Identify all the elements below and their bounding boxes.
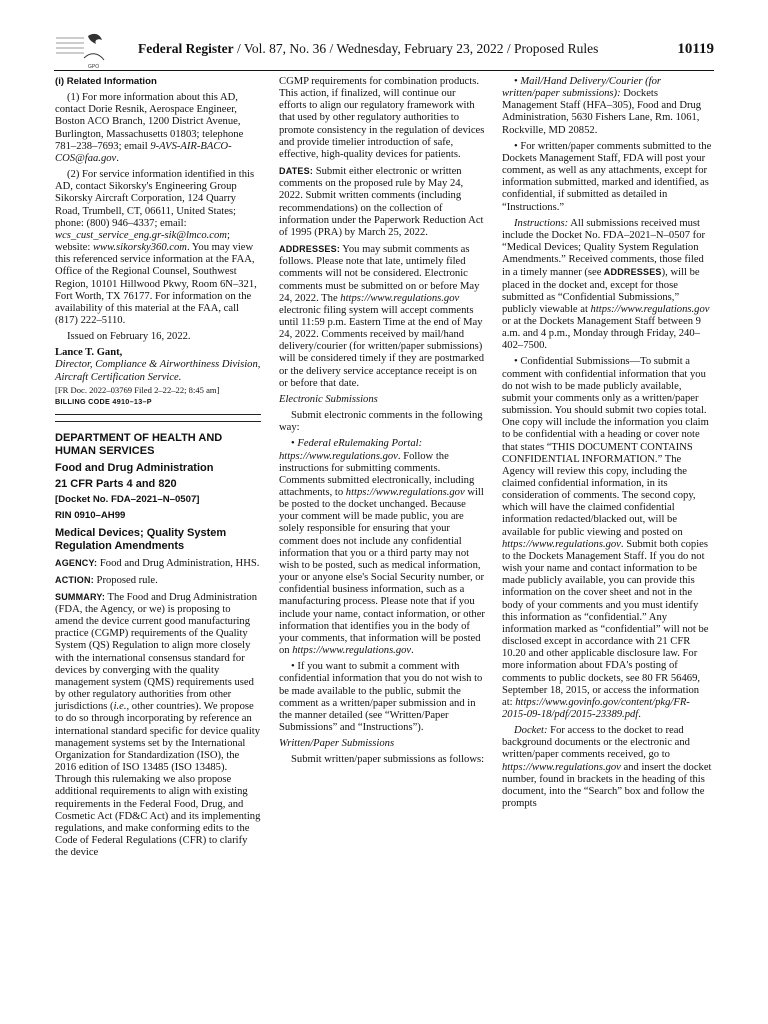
text: (2) For service information identified in this AD, contact Sikorsky's Engineering Group Sikorsky Aircraft Corporation, 124 Quarry Road, Trumbell, CT, 06611, United States; phone: (800) 946–4337; email:	[55, 169, 255, 229]
issue-details: / Vol. 87, No. 36 / Wednesday, February 23, 2022 / Proposed Rules	[233, 41, 599, 56]
text: ), will be placed in the docket and, except for those submitted as “Confidential Submissions,” publicly viewable at	[502, 267, 700, 315]
bullet-icon: •	[291, 438, 298, 450]
issued-date: Issued on February 16, 2022.	[67, 331, 191, 343]
bullet-icon: •	[514, 76, 521, 87]
cfr-parts: 21 CFR Parts 4 and 820	[55, 478, 177, 491]
divider	[55, 414, 261, 415]
related-info-paragraph-1	[55, 92, 261, 165]
document-title: Medical Devices; Quality System Regulation Amendments	[55, 526, 227, 552]
related-information-heading: (i) Related Information	[55, 76, 157, 87]
text: or at the Dockets Management Staff between 9 a.m. and 4 p.m., Monday through Friday, 240–402–7500.	[502, 315, 701, 352]
agency-name: Food and Drug Administration	[55, 461, 214, 474]
text: Proposed rule.	[93, 574, 158, 586]
docket-paragraph	[502, 725, 712, 810]
govinfo-link[interactable]: https://www.govinfo.gov/content/pkg/FR-2015-09-18/pdf/2015-23389.pdf	[502, 696, 690, 720]
regulations-link[interactable]: https://www.regulations.gov	[289, 645, 412, 657]
text: . Follow the instructions for submitting comments. Comments submitted electronically, including attachments, to	[279, 450, 475, 498]
regulations-link[interactable]: https://www.regulations.gov	[343, 487, 465, 498]
text: Instructions:	[514, 217, 569, 229]
bullet-confidential-submissions	[502, 356, 712, 721]
text: If you want to submit a comment with confidential information that you do not wish to be made available to the public, submit the comment as a written/paper submission and in the manner detailed (see “Written/Paper Submissions” and “Instructions”).	[279, 661, 483, 733]
publication-name: Federal Register	[138, 41, 234, 56]
summary-paragraph	[55, 591, 261, 859]
signer-name: Lance T. Gant,	[55, 347, 123, 359]
website-link[interactable]: www.sikorsky360.com	[92, 242, 187, 254]
text: ADDRESSES	[601, 267, 662, 278]
text: Confidential Submissions—To submit a comment with confidential information that you do not wish to be made publicly available, submit your comments only as a written/paper submission. You should submit two copies total. One copy will include the information you claim to be confidential with a heading or cover note that states “THIS DOCUMENT CONTAINS CONFIDENTIAL INFORMATION.” The Agency will review this copy, including the claimed confidential information, in its consideration of comments. The second copy, which will have the claimed confidential information redacted/blacked out, will be available for public viewing and posted on	[502, 356, 709, 538]
bullet-erulemaking	[279, 438, 485, 657]
text: Docket:	[514, 725, 548, 737]
regulations-link[interactable]: https://www.regulations.gov	[502, 761, 621, 773]
column-2	[279, 76, 485, 770]
text: .	[116, 152, 119, 164]
written-intro: Submit written/paper submissions as follows:	[291, 754, 485, 766]
text: Dockets Management Staff (HFA–305), Food and Drug Administration, 5630 Fishers Lane, Rm. 1061, Rockville, MD 20852.	[502, 88, 702, 136]
bullet-icon: •	[514, 356, 521, 368]
text: You may submit comments as follows. Please note that late, untimely filed comments will not be considered. Electronic comments must be submitted on or before May 24, 2022. The	[279, 244, 480, 304]
action-line	[55, 574, 261, 587]
text: (1) For more information about this AD, contact Dorie Resnik, Aerospace Engineer, Boston ACO Branch, 1200 District Avenue, Burlington, Massachusetts 01803; telephone 781–238–7693; email	[55, 92, 244, 152]
rin-number: RIN 0910–AH99	[55, 510, 126, 522]
text: . You may view this referenced service information at the FAA, Office of the Regional Counsel, Southwest Region, 10101 Hillwood Pkwy, Room 6N–321, Fort Worth, TX 76177. For information on the availability of this material at the FAA, call (817) 222–5110.	[55, 242, 257, 326]
bullet-confidential-paper	[279, 661, 485, 734]
text: All submissions received must include the Docket No. FDA–2021–N–0507 for “Medical Devices; Quality System Regulation Amendments.” Received comments, those filed in a timely manner (see	[502, 217, 706, 279]
text: . Submit both copies to the Dockets Management Staff. If you do not wish your name and contact information to be made publicly available, you can provide this information on the cover sheet and not in the body of your comments and you must identify this information as “confidential.” Any information marked as “confidential” will not be disclosed except in accordance with 21 CFR 10.20 and other applicable disclosure law. For more information about FDA's posting of comments to public dockets, see 80 FR 56469, September 18, 2015, or access the information at:	[502, 538, 709, 708]
bullet-mail-delivery	[502, 76, 712, 137]
written-submissions-heading: Written/Paper Submissions	[279, 738, 395, 750]
instructions-paragraph	[502, 218, 712, 353]
running-head	[138, 41, 598, 57]
email-link[interactable]: 9-AVS-AIR-BACO-COS@faa.gov	[55, 140, 232, 164]
text: For written/paper comments submitted to the Dockets Management Staff, FDA will post your comment, as well as any attachments, except for information submitted, marked and identified, as confidential, if submitted as detailed in “Instructions.”	[502, 140, 712, 213]
signer-title: Director, Compliance & Airworthiness Division, Aircraft Certification Service.	[55, 359, 261, 383]
text: For access to the docket to read background documents or the electronic and written/paper comments received, go to	[502, 725, 690, 761]
column-3	[502, 76, 712, 814]
text: The Food and Drug Administration (FDA, the Agency, or we) is proposing to amend the device current good manufacturing practice (CGMP) requirements of the Quality System (QS) Regulation to align more closely with the international consensus standard for devices by converging with the quality management system (QMS) requirements used by other regulatory authorities from other jurisdictions (	[55, 591, 258, 713]
divider	[55, 421, 261, 422]
bullet-icon: •	[514, 140, 521, 152]
bullet-icon: •	[291, 661, 298, 673]
dates-paragraph	[279, 165, 485, 239]
text: .	[411, 645, 414, 657]
bullet-written-comments	[502, 141, 712, 214]
regulations-link[interactable]: https://www.regulations.gov	[502, 538, 621, 550]
text: Submit either electronic or written comments on the proposed rule by May 24, 2022. Submit written comments (including recommendations) on the collection of information under the Paperwork Reduction Act of 1995 (PRA) by March 25, 2022.	[279, 166, 484, 238]
dates-label: DATES:	[279, 166, 314, 177]
department-name: DEPARTMENT OF HEALTH AND HUMAN SERVICES	[55, 431, 223, 457]
text: .	[638, 708, 641, 720]
text: Mail/Hand Delivery/Courier (for written/paper submissions):	[502, 76, 662, 100]
regulations-link[interactable]: https://www.regulations.gov	[279, 450, 398, 462]
text: i.e.,	[113, 701, 130, 713]
agency-line	[55, 557, 261, 570]
docket-number: [Docket No. FDA–2021–N–0507]	[55, 494, 200, 506]
text: ; website:	[55, 229, 230, 254]
text: Food and Drug Administration, HHS.	[97, 557, 260, 569]
text: electronic filing system will accept comments until 11:59 p.m. Eastern Time at the end of May 24, 2022. Comments received by mail/hand delivery/courier (for written/paper submissions) will be considered timely if they are postmarked or the delivery service acceptance receipt is on or before that date.	[279, 304, 485, 389]
regulations-link[interactable]: https://www.regulations.gov	[587, 303, 710, 315]
addresses-label: ADDRESSES:	[279, 244, 341, 255]
text: will be posted to the docket unchanged. Because your comment will be made public, you are solely responsible for ensuring that your comment does not include any confidential information that you or a third party may not wish to be posted, such as medical information, your or anyone else's Social Security number, or confidential business information, such as a manufacturing process. Please note that if you include your name, contact information, or other information that identifies you in the body of your comments, that information will be posted on	[279, 487, 485, 657]
fr-doc-line: [FR Doc. 2022–03769 Filed 2–22–22; 8:45 am]	[55, 384, 220, 395]
page-number: 10119	[677, 41, 714, 57]
summary-label: SUMMARY:	[55, 591, 106, 602]
text: and insert the docket number, found in brackets in the heading of this document, into the “Search” box and follow the prompts	[502, 761, 712, 810]
svg-text:GPO: GPO	[88, 64, 100, 70]
gpo-authentication-logo-icon	[54, 30, 108, 70]
text: other countries). We propose to do so through incorporating by reference an international standard specific for device quality management systems set by the International Organization for Standardization (ISO), the 2016 edition of ISO 13485 (ISO 13485). Through this rulemaking we also propose additional requirements to align with existing requirements in the Federal Food, Drug, and Cosmetic Act (FD&C Act) and its implementing regulations, and make conforming edits to the Code of Federal Regulations (CFR) to clarify the device	[55, 701, 261, 859]
addresses-paragraph	[279, 243, 485, 390]
related-info-paragraph-2	[55, 169, 261, 327]
page-header	[54, 30, 714, 71]
text: Federal eRulemaking Portal:	[297, 438, 423, 450]
column-1	[55, 76, 261, 863]
billing-code: BILLING CODE 4910–13–P	[55, 396, 152, 406]
regulations-link[interactable]: https://www.regulations.gov	[337, 292, 460, 304]
electronic-intro: Submit electronic comments in the following way:	[279, 410, 483, 434]
agency-label: AGENCY:	[55, 557, 98, 568]
electronic-submissions-heading: Electronic Submissions	[279, 393, 378, 405]
summary-continued: CGMP requirements for combination products. This action, if finalized, will continue our efforts to align our regulatory framework with that used by other regulatory authorities to promote consistency in the regulation of devices and provide timelier introduction of safe, effective, high-quality devices for patients.	[279, 76, 485, 160]
header-line	[138, 41, 714, 58]
action-label: ACTION:	[55, 574, 94, 585]
email-link[interactable]: wcs_cust_service_eng.gr-sik@lmco.com	[55, 229, 227, 241]
